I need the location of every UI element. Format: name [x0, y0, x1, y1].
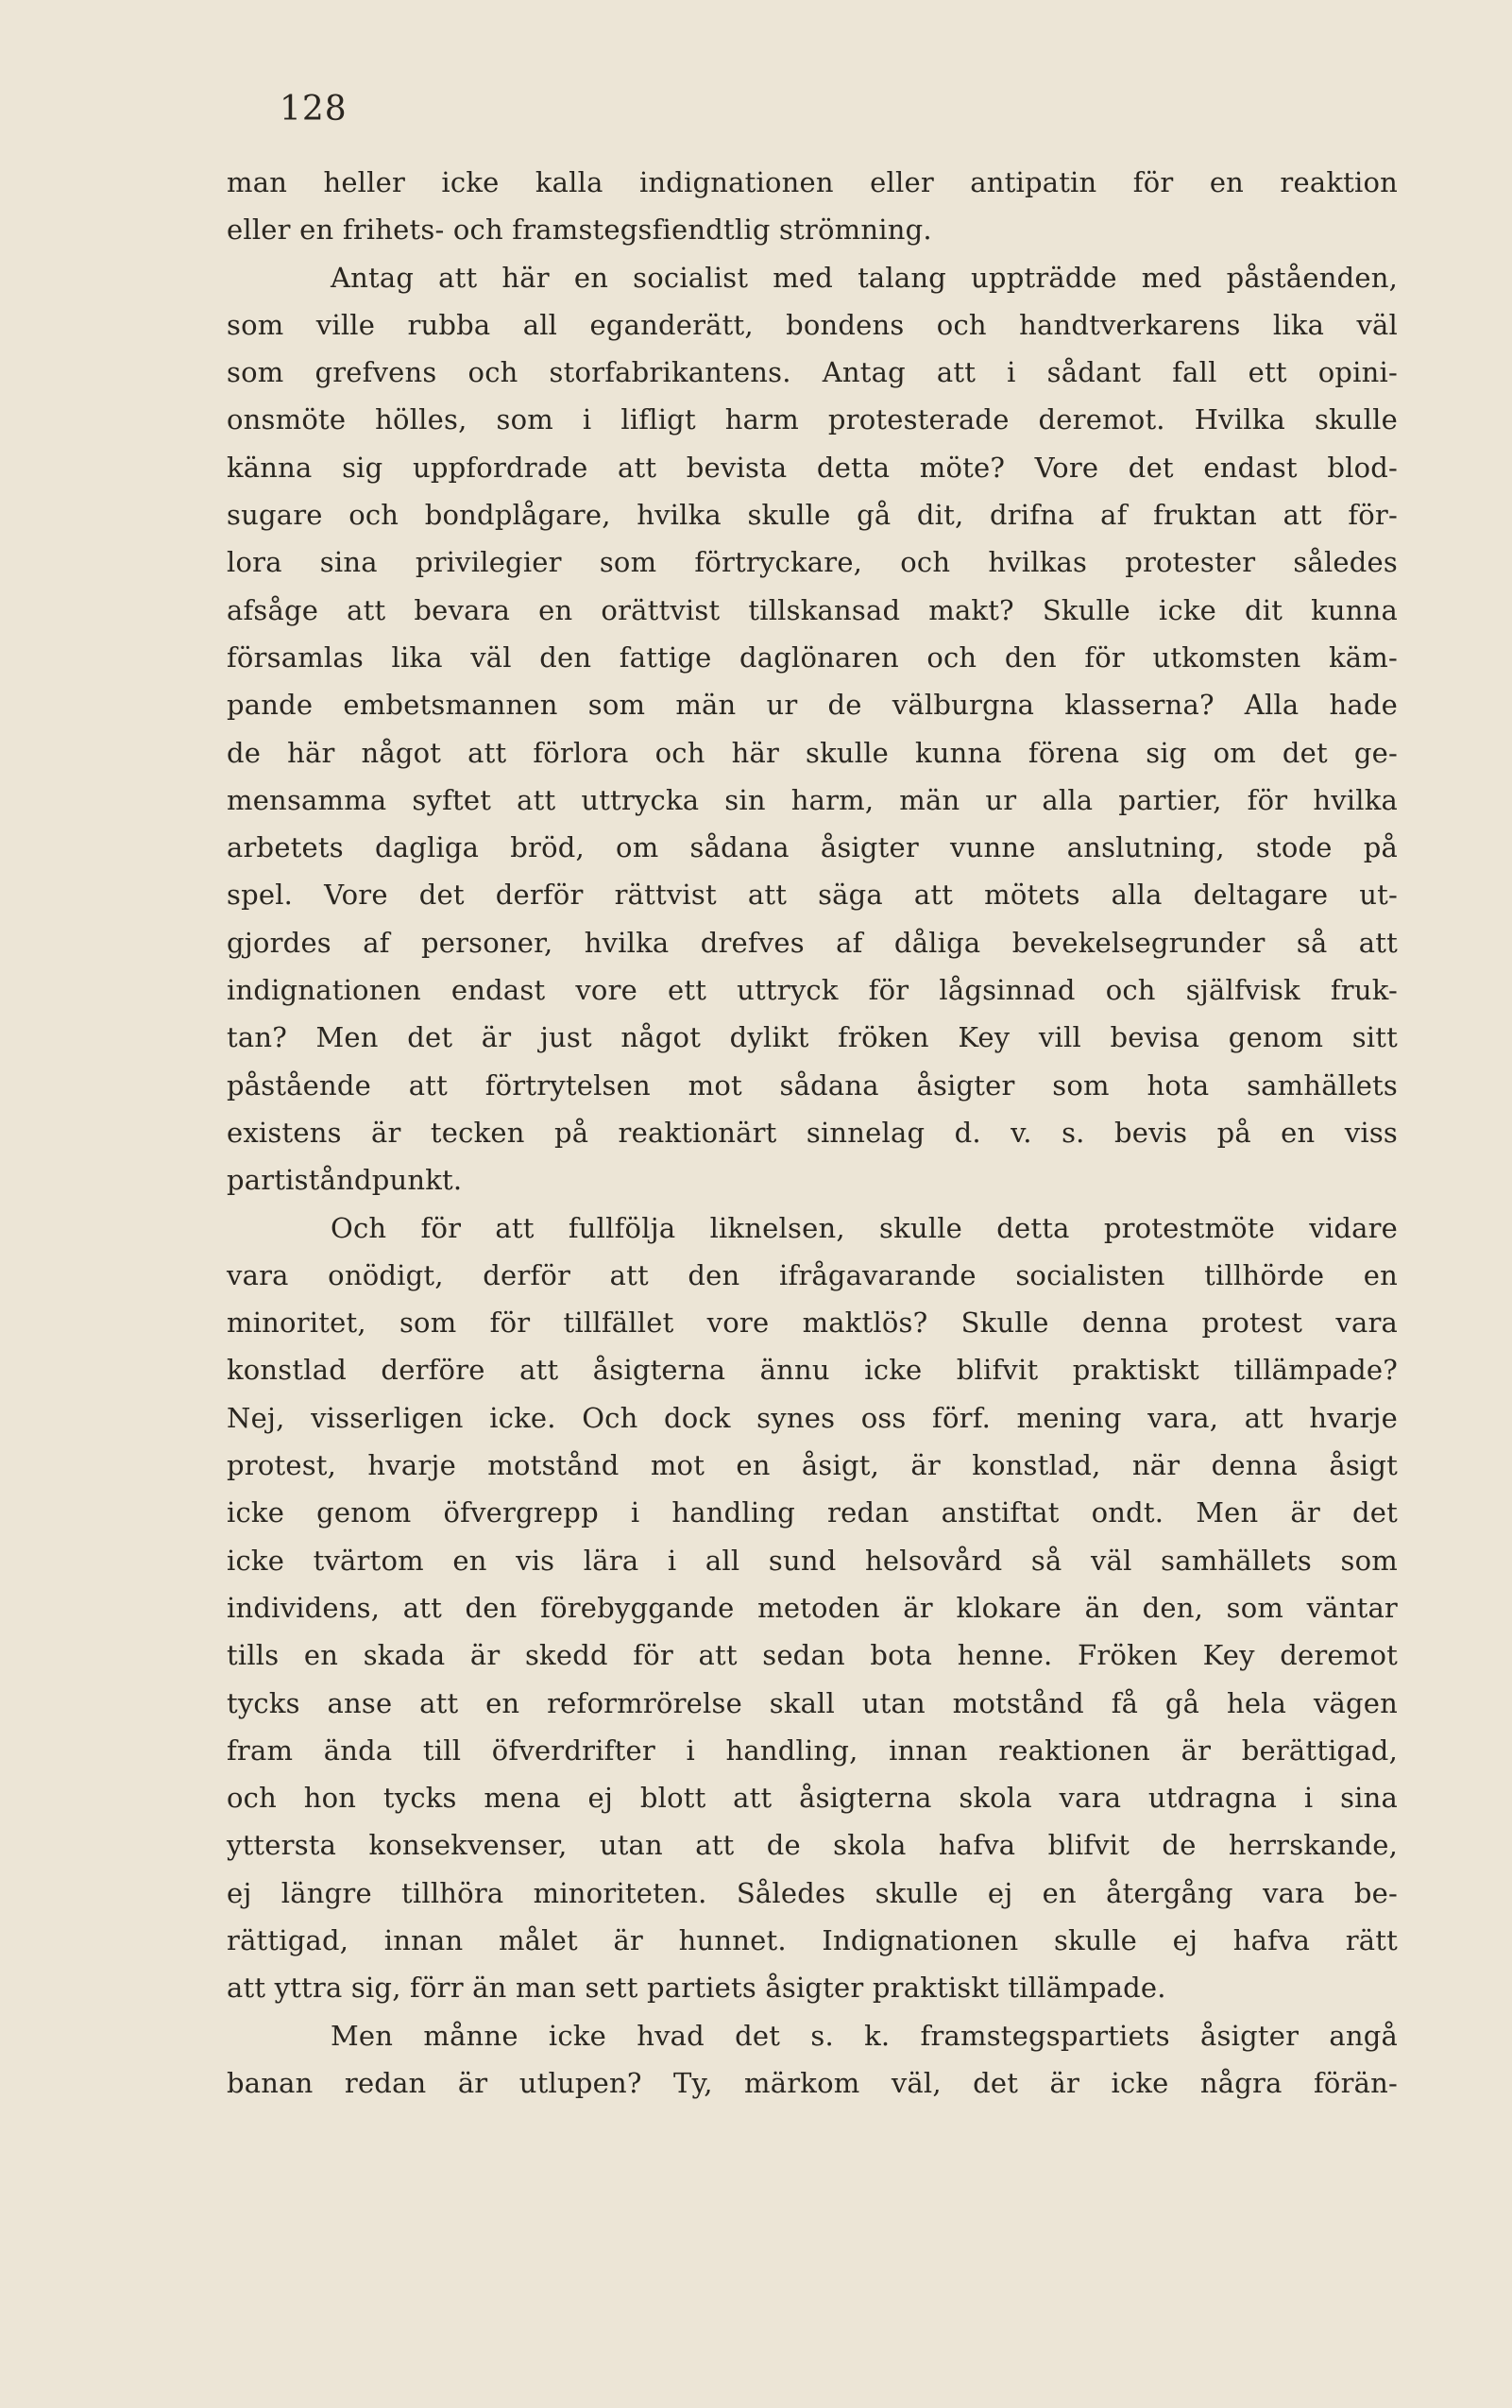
text-line: eller en frihets- och framstegsfiendtlig strömning. — [227, 213, 932, 247]
text-line: lora sina privilegier som förtryckare, och hvilkas protester således — [227, 546, 1398, 579]
text-line: individens, att den förebyggande metoden är klokare än den, som väntar — [227, 1591, 1398, 1624]
text-line: vara onödigt, derför att den ifrågavarande socialisten tillhörde en — [227, 1258, 1398, 1291]
text-line: Antag att här en socialist med talang uppträdde med påståenden, — [331, 261, 1398, 294]
text-line: tycks anse att en reformrörelse skall utan motstånd få gå hela vägen — [227, 1686, 1398, 1719]
page-number: 128 — [280, 90, 348, 128]
text-line: församlas lika väl den fattige daglönaren och den för utkomsten käm- — [227, 640, 1398, 674]
text-line: som grefvens och storfabrikantens. Antag att i sådant fall ett opini- — [227, 356, 1398, 389]
text-line: som ville rubba all eganderätt, bondens och handtverkarens lika väl — [227, 308, 1398, 341]
text-line: påstående att förtrytelsen mot sådana åsigter som hota samhällets — [227, 1068, 1398, 1102]
text-line: banan redan är utlupen? Ty, märkom väl, det är icke några förän- — [227, 2066, 1398, 2099]
text-line: fram ända till öfverdrifter i handling, innan reaktionen är berättigad, — [227, 1733, 1398, 1767]
text-line: att yttra sig, förr än man sett partiets åsigter praktiskt tillämpade. — [227, 1972, 1166, 2005]
text-line: partiståndpunkt. — [227, 1164, 463, 1197]
text-line: tills en skada är skedd för att sedan bota henne. Fröken Key deremot — [227, 1639, 1398, 1672]
text-line: mensamma syftet att uttrycka sin harm, män ur alla partier, för hvilka — [227, 783, 1398, 816]
text-line: konstlad derföre att åsigterna ännu icke blifvit praktiskt tillämpade? — [227, 1354, 1398, 1387]
text-line: spel. Vore det derför rättvist att säga att mötets alla deltagare ut- — [227, 879, 1398, 912]
text-line: sugare och bondplågare, hvilka skulle gå dit, drifna af fruktan att för- — [227, 499, 1398, 532]
text-line: onsmöte hölles, som i lifligt harm protesterade deremot. Hvilka skulle — [227, 403, 1398, 436]
text-line: Och för att fullfölja liknelsen, skulle detta protestmöte vidare — [331, 1211, 1398, 1244]
text-line: pande embetsmannen som män ur de välburgna klasserna? Alla hade — [227, 689, 1398, 722]
text-line: indignationen endast vore ett uttryck för lågsinnad och själfvisk fruk- — [227, 974, 1398, 1007]
text-line: afsåge att bevara en orättvist tillskansad makt? Skulle icke dit kunna — [227, 593, 1398, 626]
text-line: ej längre tillhöra minoriteten. Således skulle ej en återgång vara be- — [227, 1876, 1398, 1909]
body-text — [227, 159, 1398, 2107]
text-line: icke tvärtom en vis lära i all sund helsovård så väl samhällets som — [227, 1544, 1398, 1577]
text-line: tan? Men det är just något dylikt fröken Key vill bevisa genom sitt — [227, 1021, 1398, 1054]
text-line: yttersta konsekvenser, utan att de skola hafva blifvit de herrskande, — [227, 1829, 1398, 1862]
text-line: rättigad, innan målet är hunnet. Indignationen skulle ej hafva rätt — [227, 1923, 1398, 1956]
text-line: de här något att förlora och här skulle kunna förena sig om det ge- — [227, 736, 1398, 769]
text-line: minoritet, som för tillfället vore maktlös? Skulle denna protest vara — [227, 1306, 1398, 1340]
text-line: och hon tycks mena ej blott att åsigterna skola vara utdragna i sina — [227, 1782, 1398, 1815]
text-line: Men månne icke hvad det s. k. framstegspartiets åsigter angå — [331, 2019, 1398, 2052]
text-line: känna sig uppfordrade att bevista detta möte? Vore det endast blod- — [227, 451, 1398, 484]
text-line: arbetets dagliga bröd, om sådana åsigter vunne anslutning, stode på — [227, 831, 1398, 864]
text-line: gjordes af personer, hvilka drefves af dåliga bevekelsegrunder så att — [227, 926, 1398, 959]
text-line: Nej, visserligen icke. Och dock synes oss förf. mening vara, att hvarje — [227, 1401, 1398, 1434]
text-line: icke genom öfvergrepp i handling redan anstiftat ondt. Men är det — [227, 1496, 1398, 1529]
text-line: existens är tecken på reaktionärt sinnelag d. v. s. bevis på en viss — [227, 1116, 1398, 1149]
text-line: protest, hvarje motstånd mot en åsigt, är konstlad, när denna åsigt — [227, 1449, 1398, 1482]
text-line: man heller icke kalla indignationen eller antipatin för en reaktion — [227, 166, 1398, 198]
